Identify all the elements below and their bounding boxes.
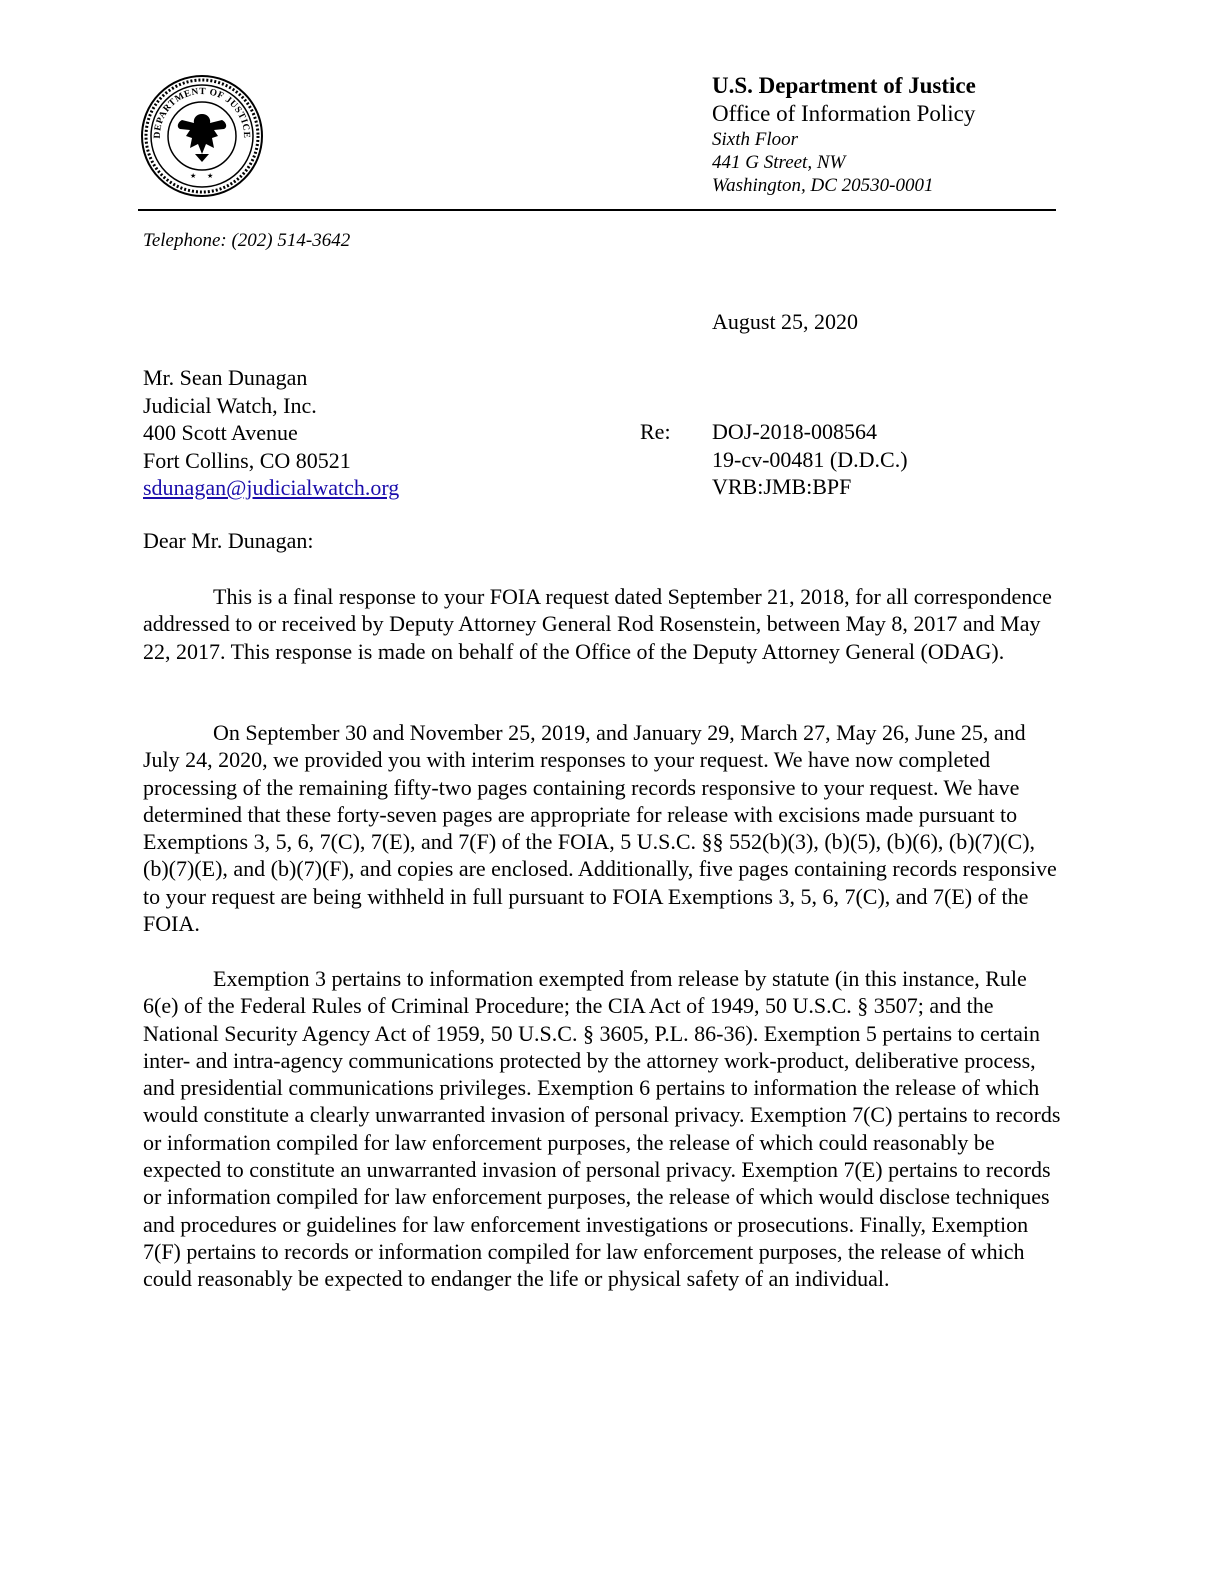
department-name: U.S. Department of Justice <box>712 73 976 98</box>
recipient-email-link[interactable]: sdunagan@judicialwatch.org <box>143 475 400 500</box>
office-name: Office of Information Policy <box>712 101 976 126</box>
svg-text:DEPARTMENT OF JUSTICE: DEPARTMENT OF JUSTICE <box>152 86 252 139</box>
body-paragraph-2: On September 30 and November 25, 2019, and January 29, March 27, May 26, June 25, and July 24, 2020, we provided you with interim responses to your request. We have now completed processing of the remaining fifty-two pages containing records responsive to your request. We have determined that these forty-seven pages are appropriate for release with excisions made pursuant to Exemptions 3, 5, 6, 7(C), 7(E), and 7(F) of the FOIA, 5 U.S.C. §§ 552(b)(3), (b)(5), (b)(6), (b)(7)(C), (b)(7)(E), and (b)(7)(F), and copies are enclosed. Additionally, five pages containing records responsive to your request are being withheld in full pursuant to FOIA Exemptions 3, 5, 6, 7(C), and 7(E) of the FOIA. <box>143 720 1057 937</box>
letterhead-divider <box>138 209 1056 211</box>
svg-text:★: ★ <box>190 172 197 180</box>
address-line-floor: Sixth Floor <box>712 129 799 150</box>
address-line-city: Washington, DC 20530-0001 <box>712 175 934 196</box>
reference-initials: VRB:JMB:BPF <box>712 474 852 499</box>
letterhead <box>712 72 1112 197</box>
reference-numbers <box>712 418 908 501</box>
recipient-name: Mr. Sean Dunagan <box>143 365 308 390</box>
address-line-street: 441 G Street, NW <box>712 152 846 173</box>
doj-seal-logo <box>140 74 264 198</box>
recipient-address <box>143 364 399 502</box>
body-paragraph-1: This is a final response to your FOIA request dated September 21, 2018, for all correspondence addressed to or received by Deputy Attorney General Rod Rosenstein, between May 8, 2017 and May 22, 2017. This response is made on behalf of the Office of the Deputy Attorney General (ODAG). <box>143 584 1052 664</box>
recipient-city: Fort Collins, CO 80521 <box>143 447 351 473</box>
svg-text:★: ★ <box>207 172 214 180</box>
salutation: Dear Mr. Dunagan: <box>143 528 314 553</box>
body-paragraph-3: Exemption 3 pertains to information exempted from release by statute (in this instance, Rule 6(e) of the Federal Rules of Criminal Procedure; the CIA Act of 1949, 50 U.S.C. § 3507; and the National Security Agency Act of 1959, 50 U.S.C. § 3605, P.L. 86-36). Exemption 5 pertains to certain inter- and intra-agency communications protected by the attorney work-product, deliberative process, and presidential communications privileges. Exemption 6 pertains to information the release of which would constitute a clearly unwarranted invasion of personal privacy. Exemption 7(C) pertains to records or information compiled for law enforcement purposes, the release of which could reasonably be expected to constitute an unwarranted invasion of personal privacy. Exemption 7(E) pertains to records or information compiled for law enforcement purposes, the release of which would disclose techniques and procedures or guidelines for law enforcement investigations or prosecutions. Finally, Exemption 7(F) pertains to records or information compiled for law enforcement purposes, the release of which could reasonably be expected to endanger the life or physical safety of an individual. <box>143 966 1061 1292</box>
recipient-street: 400 Scott Avenue <box>143 420 298 445</box>
reference-request-number: DOJ-2018-008564 <box>712 419 877 444</box>
recipient-organization: Judicial Watch, Inc. <box>143 392 317 418</box>
reference-case-number: 19-cv-00481 (D.D.C.) <box>712 446 908 472</box>
letter-date: August 25, 2020 <box>712 309 859 334</box>
reference-label: Re: <box>640 419 671 444</box>
telephone-line: Telephone: (202) 514-3642 <box>143 230 351 251</box>
